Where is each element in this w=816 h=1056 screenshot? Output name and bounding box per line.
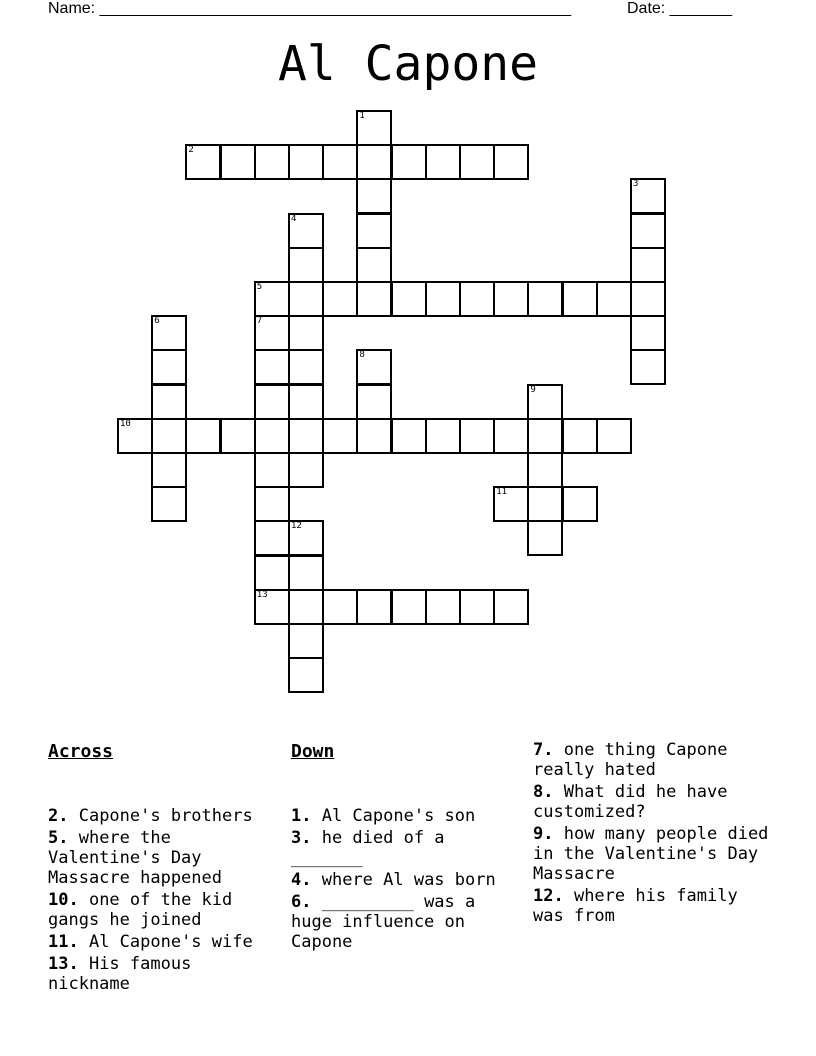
grid-cell[interactable] — [322, 418, 358, 454]
clue-number: 4 — [291, 213, 297, 224]
clue-item-number: 2. — [48, 806, 69, 826]
grid-cell[interactable] — [425, 144, 461, 180]
grid-cell[interactable] — [254, 520, 290, 556]
grid-cell[interactable] — [254, 349, 290, 385]
grid-cell[interactable] — [493, 486, 529, 522]
clue-item — [291, 806, 521, 826]
clue-item-number: 3. — [291, 828, 312, 848]
grid-cell[interactable] — [254, 315, 290, 351]
grid-cell[interactable] — [630, 247, 666, 283]
grid-cell[interactable] — [527, 384, 563, 420]
clue-number: 5 — [256, 282, 263, 292]
grid-cell[interactable] — [356, 281, 392, 317]
clue-item-text: he died of a _______ — [291, 828, 455, 868]
clue-item-text: one of the kid gangs he joined — [48, 890, 243, 930]
clue-item-text: how many people died in the Valentine's Day Massacre — [533, 824, 779, 884]
down-heading: Down — [291, 741, 335, 762]
grid-cell[interactable] — [493, 144, 529, 180]
grid-cell[interactable] — [356, 247, 392, 283]
grid-cell[interactable] — [151, 452, 187, 488]
grid-cell[interactable] — [425, 418, 461, 454]
clue-item-text: _________ was a huge influence on Capone — [291, 892, 486, 952]
grid-cell[interactable] — [254, 281, 290, 317]
grid-cell[interactable] — [391, 589, 427, 625]
clue-number: 6 — [154, 316, 160, 327]
clue-item-number: 8. — [533, 782, 554, 802]
grid-cell[interactable] — [562, 281, 598, 317]
grid-cell[interactable] — [185, 418, 221, 454]
grid-cell[interactable] — [288, 281, 324, 317]
grid-cell[interactable] — [630, 281, 666, 317]
grid-cell[interactable] — [356, 384, 392, 420]
clue-number: 13 — [256, 589, 268, 600]
clue-item — [533, 824, 779, 884]
grid-cell[interactable] — [254, 486, 290, 522]
clue-item-number: 4. — [291, 870, 312, 890]
clue-item-text: His famous nickname — [48, 954, 202, 994]
clue-item-text: where the Valentine's Day Massacre happened — [48, 828, 222, 888]
grid-cell[interactable] — [562, 418, 598, 454]
grid-cell[interactable] — [527, 486, 563, 522]
clue-number: 8 — [359, 350, 365, 361]
grid-cell[interactable] — [288, 589, 324, 625]
grid-cell[interactable] — [527, 281, 563, 317]
grid-cell[interactable] — [254, 555, 290, 591]
grid-cell[interactable] — [254, 589, 290, 625]
clue-number: 2 — [188, 145, 194, 156]
grid-cell[interactable] — [596, 281, 632, 317]
grid-cell[interactable] — [288, 452, 324, 488]
grid-cell[interactable] — [630, 178, 666, 214]
name-field-label: Name: _____________________________________________________ — [48, 0, 572, 17]
grid-cell[interactable] — [185, 144, 221, 180]
grid-cell[interactable] — [254, 452, 290, 488]
grid-cell[interactable] — [151, 384, 187, 420]
grid-cell[interactable] — [356, 589, 392, 625]
grid-cell[interactable] — [391, 281, 427, 317]
clue-item-text: Al Capone's son — [311, 806, 476, 826]
grid-cell[interactable] — [220, 418, 256, 454]
clue-item-number: 11. — [48, 932, 79, 952]
grid-cell[interactable] — [254, 418, 290, 454]
grid-cell[interactable] — [322, 589, 358, 625]
grid-cell[interactable] — [356, 349, 392, 385]
clue-number: 3 — [633, 179, 639, 190]
grid-cell[interactable] — [527, 452, 563, 488]
grid-cell[interactable] — [391, 144, 427, 180]
clue-item — [533, 782, 773, 822]
clue-item-text: What did he have customized? — [533, 782, 738, 822]
clue-number: 12 — [291, 521, 302, 532]
grid-cell[interactable] — [630, 349, 666, 385]
grid-cell[interactable] — [493, 589, 529, 625]
clue-item — [291, 828, 521, 868]
clue-item-text: where his family was from — [533, 886, 748, 926]
grid-cell[interactable] — [151, 315, 187, 351]
grid-cell[interactable] — [254, 384, 290, 420]
clue-item — [291, 870, 521, 890]
clue-item-text: Al Capone's wife — [78, 932, 253, 952]
grid-cell[interactable] — [459, 589, 495, 625]
date-field-label: Date: _______ — [627, 0, 732, 17]
grid-cell[interactable] — [630, 213, 666, 249]
across-heading: Across — [48, 741, 114, 762]
grid-cell[interactable] — [459, 281, 495, 317]
clue-item — [48, 932, 278, 952]
grid-cell[interactable] — [356, 144, 392, 180]
clue-number: 7 — [256, 316, 263, 327]
grid-cell[interactable] — [288, 555, 324, 591]
clue-number: 10 — [120, 418, 131, 429]
clue-item-text: Capone's brothers — [68, 806, 253, 826]
grid-cell[interactable] — [288, 657, 324, 693]
grid-cell[interactable] — [151, 349, 187, 385]
grid-cell[interactable] — [356, 110, 392, 146]
grid-cell[interactable] — [562, 486, 598, 522]
grid-cell[interactable] — [493, 418, 529, 454]
grid-cell[interactable] — [322, 144, 358, 180]
across-clues — [48, 700, 278, 1016]
grid-cell[interactable] — [288, 418, 324, 454]
grid-cell[interactable] — [288, 144, 324, 180]
clue-item-number: 13. — [48, 954, 79, 974]
grid-cell[interactable] — [356, 418, 392, 454]
clue-item-number: 7. — [533, 740, 554, 760]
grid-cell[interactable] — [288, 384, 324, 420]
clue-item — [291, 892, 521, 952]
grid-cell[interactable] — [596, 418, 632, 454]
clue-number: 1 — [359, 111, 365, 121]
clue-item-number: 1. — [291, 806, 312, 826]
down-clues — [291, 700, 521, 974]
grid-cell[interactable] — [425, 589, 461, 625]
grid-cell[interactable] — [117, 418, 153, 454]
clue-item-text: one thing Capone really hated — [533, 740, 738, 780]
grid-cell[interactable] — [356, 213, 392, 249]
clue-item-number: 10. — [48, 890, 79, 910]
grid-cell[interactable] — [356, 178, 392, 214]
clue-number: 11 — [496, 487, 508, 498]
clue-item — [48, 954, 278, 994]
grid-cell[interactable] — [288, 520, 324, 556]
grid-cell[interactable] — [527, 418, 563, 454]
clue-item-number: 6. — [291, 892, 312, 912]
clue-item — [48, 828, 278, 888]
grid-cell[interactable] — [425, 281, 461, 317]
clue-item-number: 9. — [533, 824, 554, 844]
clue-number: 9 — [530, 384, 536, 395]
page-title: Al Capone — [277, 36, 539, 92]
grid-cell[interactable] — [527, 520, 563, 556]
grid-cell[interactable] — [493, 281, 529, 317]
clue-item-number: 12. — [533, 886, 564, 906]
clue-item — [48, 890, 278, 930]
grid-cell[interactable] — [630, 315, 666, 351]
grid-cell[interactable] — [288, 349, 324, 385]
clue-item — [533, 886, 773, 926]
grid-cell[interactable] — [220, 144, 256, 180]
grid-cell[interactable] — [288, 623, 324, 659]
grid-cell[interactable] — [459, 418, 495, 454]
grid-cell[interactable] — [322, 281, 358, 317]
clue-item — [533, 740, 773, 780]
clue-item-text: where Al was born — [311, 870, 496, 890]
grid-cell[interactable] — [151, 486, 187, 522]
grid-cell[interactable] — [254, 144, 290, 180]
clue-item-number: 5. — [48, 828, 69, 848]
grid-cell[interactable] — [151, 418, 187, 454]
grid-cell[interactable] — [391, 418, 427, 454]
grid-cell[interactable] — [459, 144, 495, 180]
grid-cell[interactable] — [288, 213, 324, 249]
down-clues-continued — [533, 700, 779, 948]
grid-cell[interactable] — [288, 247, 324, 283]
clue-item — [48, 806, 278, 826]
grid-cell[interactable] — [288, 315, 324, 351]
